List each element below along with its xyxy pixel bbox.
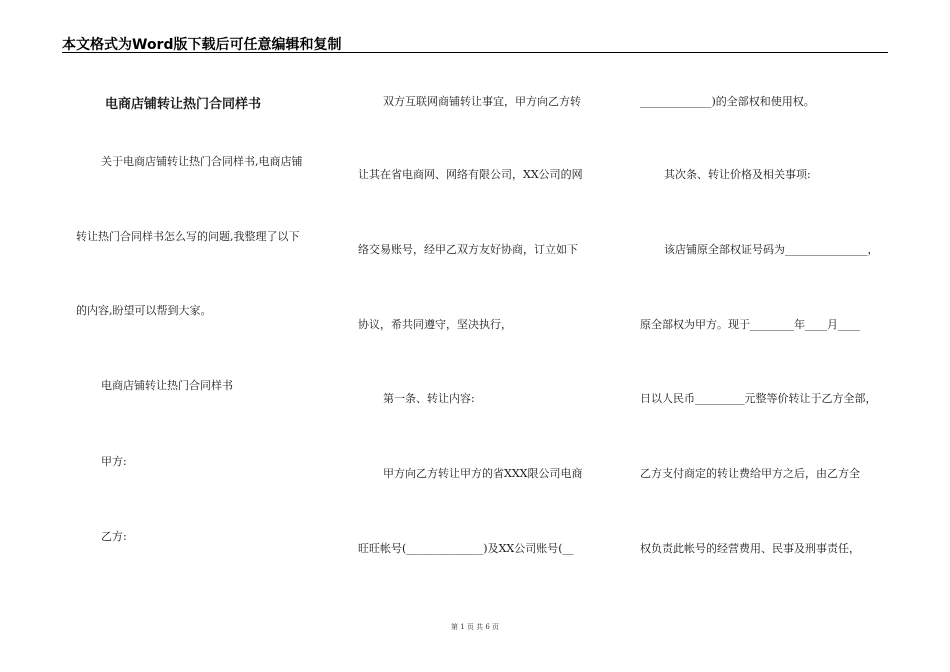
text-line: 第一条、转让内容:	[383, 392, 475, 405]
document-title: 电商店铺转让热门合同样书	[105, 97, 262, 112]
text-line: 转让热门合同样书怎么写的问题,我整理了以下	[76, 230, 300, 243]
text-line: 甲方向乙方转让甲方的省XXX限公司电商	[383, 467, 583, 480]
text-line: 乙方支付商定的转让费给甲方之后，由乙方全	[640, 467, 860, 480]
text-line: _____________)的全部权和使用权。	[640, 95, 815, 108]
text-line: 甲方:	[101, 455, 127, 468]
text-line: 原全部权为甲方。现于________年____月____	[640, 318, 860, 331]
text-line: 乙方:	[101, 530, 127, 543]
text-line: 关于电商店铺转让热门合同样书,电商店铺	[101, 155, 303, 168]
text-line: 协议，希共同遵守，坚决执行，	[358, 318, 512, 331]
text-line: 络交易账号，经甲乙双方友好协商，订立如下	[358, 243, 578, 256]
text-line: 日以人民币_________元整等价转让于乙方全部，	[640, 392, 877, 405]
page-number: 第 1 页 共 6 页	[450, 623, 500, 631]
text-line: 的内容,盼望可以帮到大家。	[76, 304, 212, 317]
text-line: 旺旺帐号(______________)及XX公司账号(__	[358, 542, 574, 555]
text-line: 其次条、转让价格及相关事项:	[664, 168, 811, 181]
header-divider	[62, 52, 888, 53]
text-line: 权负责此帐号的经营费用、民事及刑事责任，	[640, 542, 860, 555]
text-line: 双方互联网商铺转让事宜，甲方向乙方转	[383, 95, 581, 108]
document-header: 本文格式为Word版下载后可任意编辑和复制	[62, 37, 342, 53]
text-line: 电商店铺转让热门合同样书	[101, 379, 233, 392]
text-line: 让其在省电商网、网络有限公司，XX公司的网	[358, 168, 583, 181]
text-line: 该店铺原全部权证号码为_______________，	[664, 243, 879, 256]
